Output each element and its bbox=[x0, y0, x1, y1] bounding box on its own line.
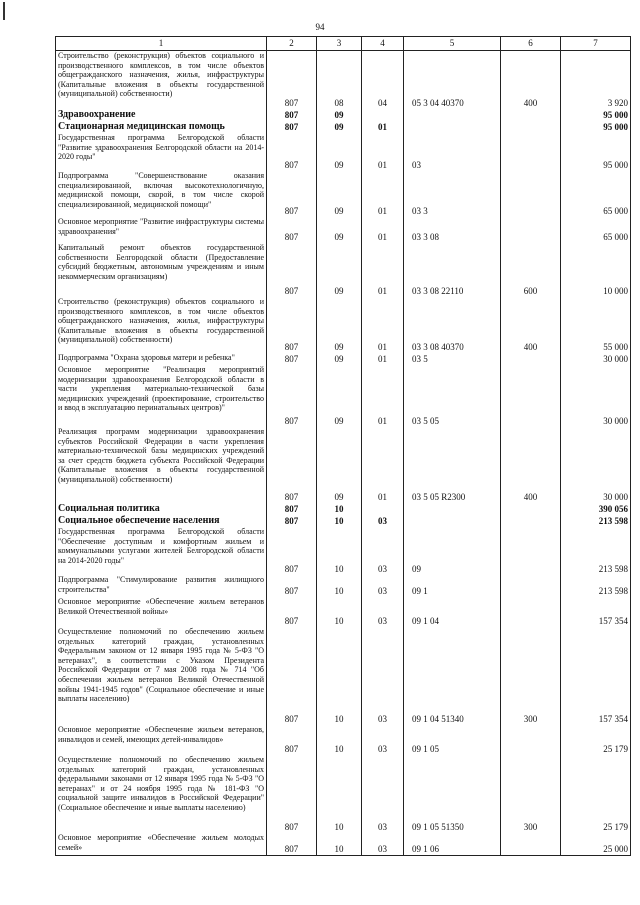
row-description: Осуществление полномочий по обеспечению жильем отдельных категорий граждан, установленных федеральными законами от 12 января 1995 года № 5-ФЗ "О ветеранах" и от 24 ноября 1995 года № 181-ФЗ "О социальной защите инвалидов в Российской Федерации" (Социальное обеспечение и иные выплаты населению) bbox=[56, 755, 267, 833]
amount: 95 000 bbox=[561, 109, 631, 121]
amount: 30 000 bbox=[561, 365, 631, 427]
expense-type-code: 400 bbox=[501, 427, 561, 503]
subsection-code: 03 bbox=[362, 597, 404, 627]
amount: 25 179 bbox=[561, 755, 631, 833]
subsection-code: 03 bbox=[362, 725, 404, 755]
target-article-code: 03 bbox=[404, 133, 501, 171]
target-article-code: 03 3 08 40370 bbox=[404, 297, 501, 353]
subsection-code: 03 bbox=[362, 575, 404, 597]
subsection-code: 01 bbox=[362, 217, 404, 243]
subsection-code: 03 bbox=[362, 515, 404, 527]
admin-code: 807 bbox=[267, 121, 317, 133]
table-row bbox=[56, 575, 631, 597]
table-row bbox=[56, 503, 631, 515]
admin-code: 807 bbox=[267, 597, 317, 627]
amount: 390 056 bbox=[561, 503, 631, 515]
target-article-code: 03 3 08 22110 bbox=[404, 243, 501, 297]
amount: 213 598 bbox=[561, 515, 631, 527]
section-code: 10 bbox=[317, 833, 362, 856]
target-article-code bbox=[404, 121, 501, 133]
section-code: 09 bbox=[317, 109, 362, 121]
column-header: 3 bbox=[317, 37, 362, 51]
row-description: Социальное обеспечение населения bbox=[56, 515, 267, 527]
expense-type-code bbox=[501, 217, 561, 243]
target-article-code: 03 3 bbox=[404, 171, 501, 217]
row-description: Государственная программа Белгородской области "Развитие здравоохранения Белгородской области на 2014-2020 годы" bbox=[56, 133, 267, 171]
target-article-code bbox=[404, 109, 501, 121]
subsection-code: 03 bbox=[362, 755, 404, 833]
expense-type-code: 300 bbox=[501, 627, 561, 725]
section-code: 09 bbox=[317, 243, 362, 297]
target-article-code: 05 3 04 40370 bbox=[404, 51, 501, 110]
expense-type-code bbox=[501, 833, 561, 856]
expense-type-code bbox=[501, 527, 561, 575]
amount: 30 000 bbox=[561, 353, 631, 365]
admin-code: 807 bbox=[267, 171, 317, 217]
expense-type-code bbox=[501, 515, 561, 527]
amount: 95 000 bbox=[561, 121, 631, 133]
amount: 25 000 bbox=[561, 833, 631, 856]
table-row bbox=[56, 109, 631, 121]
section-code: 09 bbox=[317, 297, 362, 353]
row-description: Основное мероприятие «Обеспечение жильем молодых семей» bbox=[56, 833, 267, 856]
expense-type-code bbox=[501, 575, 561, 597]
target-article-code bbox=[404, 515, 501, 527]
admin-code: 807 bbox=[267, 243, 317, 297]
admin-code: 807 bbox=[267, 353, 317, 365]
page-number: 94 bbox=[315, 22, 325, 32]
subsection-code: 01 bbox=[362, 427, 404, 503]
table-row bbox=[56, 133, 631, 171]
admin-code: 807 bbox=[267, 527, 317, 575]
subsection-code bbox=[362, 109, 404, 121]
target-article-code: 09 1 04 51340 bbox=[404, 627, 501, 725]
row-description: Подпрограмма "Охрана здоровья матери и ребенка" bbox=[56, 353, 267, 365]
row-description: Стационарная медицинская помощь bbox=[56, 121, 267, 133]
column-header: 2 bbox=[267, 37, 317, 51]
amount: 65 000 bbox=[561, 171, 631, 217]
column-header: 7 bbox=[561, 37, 631, 51]
row-description: Капитальный ремонт объектов государственной собственности Белгородской области (Предоставление субсидий бюджетным, автономным учреждениям и иным некоммерческим организациям) bbox=[56, 243, 267, 297]
table-row bbox=[56, 297, 631, 353]
table-row bbox=[56, 243, 631, 297]
target-article-code: 09 1 05 bbox=[404, 725, 501, 755]
admin-code: 807 bbox=[267, 427, 317, 503]
amount: 65 000 bbox=[561, 217, 631, 243]
subsection-code: 03 bbox=[362, 833, 404, 856]
column-header: 1 bbox=[56, 37, 267, 51]
section-code: 09 bbox=[317, 171, 362, 217]
section-code: 09 bbox=[317, 427, 362, 503]
expense-type-code bbox=[501, 503, 561, 515]
row-description: Строительство (реконструкция) объектов социального и производственного комплексов, в том числе объектов общегражданского назначения, жилья, инфраструктуры (Капитальные вложения в объекты государственной (муниципальной) собственности) bbox=[56, 51, 267, 110]
row-description: Подпрограмма "Совершенствование оказания специализированной, включая высокотехнологичную, медицинской помощи, скорой, в том числе скорой специализированной, медицинской помощи" bbox=[56, 171, 267, 217]
section-code: 09 bbox=[317, 365, 362, 427]
admin-code: 807 bbox=[267, 755, 317, 833]
table-row bbox=[56, 217, 631, 243]
table-row bbox=[56, 725, 631, 755]
subsection-code: 01 bbox=[362, 171, 404, 217]
admin-code: 807 bbox=[267, 503, 317, 515]
section-code: 10 bbox=[317, 575, 362, 597]
target-article-code: 03 3 08 bbox=[404, 217, 501, 243]
table-row bbox=[56, 51, 631, 110]
expense-type-code: 400 bbox=[501, 51, 561, 110]
section-code: 10 bbox=[317, 627, 362, 725]
subsection-code: 01 bbox=[362, 365, 404, 427]
subsection-code: 01 bbox=[362, 243, 404, 297]
table-header-row bbox=[56, 37, 631, 51]
table-row bbox=[56, 597, 631, 627]
table-row bbox=[56, 353, 631, 365]
target-article-code: 03 5 bbox=[404, 353, 501, 365]
expense-type-code bbox=[501, 121, 561, 133]
table-row bbox=[56, 171, 631, 217]
column-header: 5 bbox=[404, 37, 501, 51]
amount: 25 179 bbox=[561, 725, 631, 755]
subsection-code: 03 bbox=[362, 627, 404, 725]
expense-type-code bbox=[501, 133, 561, 171]
subsection-code: 01 bbox=[362, 121, 404, 133]
table-row bbox=[56, 833, 631, 856]
section-code: 10 bbox=[317, 725, 362, 755]
budget-table bbox=[55, 36, 631, 856]
table-row bbox=[56, 755, 631, 833]
table-row bbox=[56, 427, 631, 503]
expense-type-code bbox=[501, 109, 561, 121]
row-description: Основное мероприятие "Развитие инфраструктуры системы здравоохранения" bbox=[56, 217, 267, 243]
target-article-code: 09 1 05 51350 bbox=[404, 755, 501, 833]
scan-edge-mark bbox=[3, 2, 5, 20]
table-row bbox=[56, 527, 631, 575]
admin-code: 807 bbox=[267, 217, 317, 243]
target-article-code: 03 5 05 R2300 bbox=[404, 427, 501, 503]
row-description: Основное мероприятие «Обеспечение жильем ветеранов, инвалидов и семей, имеющих детей-инвалидов» bbox=[56, 725, 267, 755]
row-description: Основное мероприятие «Обеспечение жильем ветеранов Великой Отечественной войны» bbox=[56, 597, 267, 627]
admin-code: 807 bbox=[267, 627, 317, 725]
section-code: 10 bbox=[317, 527, 362, 575]
section-code: 09 bbox=[317, 217, 362, 243]
expense-type-code bbox=[501, 597, 561, 627]
section-code: 10 bbox=[317, 755, 362, 833]
target-article-code bbox=[404, 503, 501, 515]
amount: 213 598 bbox=[561, 527, 631, 575]
admin-code: 807 bbox=[267, 725, 317, 755]
amount: 55 000 bbox=[561, 297, 631, 353]
admin-code: 807 bbox=[267, 833, 317, 856]
expense-type-code: 400 bbox=[501, 297, 561, 353]
table-row bbox=[56, 121, 631, 133]
admin-code: 807 bbox=[267, 515, 317, 527]
target-article-code: 03 5 05 bbox=[404, 365, 501, 427]
section-code: 09 bbox=[317, 133, 362, 171]
amount: 30 000 bbox=[561, 427, 631, 503]
target-article-code: 09 bbox=[404, 527, 501, 575]
target-article-code: 09 1 06 bbox=[404, 833, 501, 856]
row-description: Подпрограмма "Стимулирование развития жилищного строительства" bbox=[56, 575, 267, 597]
section-code: 09 bbox=[317, 353, 362, 365]
admin-code: 807 bbox=[267, 109, 317, 121]
expense-type-code: 300 bbox=[501, 755, 561, 833]
admin-code: 807 bbox=[267, 133, 317, 171]
row-description: Государственная программа Белгородской области "Обеспечение доступным и комфортным жильем и коммунальными услугами жителей Белгородской области на 2014-2020 годы" bbox=[56, 527, 267, 575]
subsection-code: 01 bbox=[362, 297, 404, 353]
row-description: Осуществление полномочий по обеспечению жильем отдельных категорий граждан, установленных Федеральным законом от 12 января 1995 года № 5-ФЗ "О ветеранах", в соответствии с Указом Президента Российской Федерации от 7 мая 2008 года № 714 "Об обеспечении жильем ветеранов Великой Отечественной войны 1941-1945 годов" (Социальное обеспечение и иные выплаты населению) bbox=[56, 627, 267, 725]
row-description: Основное мероприятие "Реализация мероприятий модернизации здравоохранения Белгородской области в части укрепления материально-технической базы медицинских учреждений (проектирование, строительство и ввод в эксплуатацию перинатальных центров)" bbox=[56, 365, 267, 427]
subsection-code bbox=[362, 503, 404, 515]
expense-type-code bbox=[501, 365, 561, 427]
row-description: Социальная политика bbox=[56, 503, 267, 515]
section-code: 09 bbox=[317, 121, 362, 133]
amount: 157 354 bbox=[561, 597, 631, 627]
section-code: 10 bbox=[317, 503, 362, 515]
subsection-code: 04 bbox=[362, 51, 404, 110]
admin-code: 807 bbox=[267, 365, 317, 427]
column-header: 6 bbox=[501, 37, 561, 51]
target-article-code: 09 1 bbox=[404, 575, 501, 597]
target-article-code: 09 1 04 bbox=[404, 597, 501, 627]
section-code: 10 bbox=[317, 597, 362, 627]
subsection-code: 03 bbox=[362, 527, 404, 575]
expense-type-code bbox=[501, 171, 561, 217]
subsection-code: 01 bbox=[362, 133, 404, 171]
section-code: 10 bbox=[317, 515, 362, 527]
amount: 157 354 bbox=[561, 627, 631, 725]
expense-type-code bbox=[501, 725, 561, 755]
table-row bbox=[56, 627, 631, 725]
row-description: Здравоохранение bbox=[56, 109, 267, 121]
table-body bbox=[56, 51, 631, 856]
table-row bbox=[56, 515, 631, 527]
column-header: 4 bbox=[362, 37, 404, 51]
admin-code: 807 bbox=[267, 297, 317, 353]
admin-code: 807 bbox=[267, 51, 317, 110]
amount: 10 000 bbox=[561, 243, 631, 297]
subsection-code: 01 bbox=[362, 353, 404, 365]
expense-type-code bbox=[501, 353, 561, 365]
amount: 95 000 bbox=[561, 133, 631, 171]
amount: 213 598 bbox=[561, 575, 631, 597]
section-code: 08 bbox=[317, 51, 362, 110]
row-description: Реализация программ модернизации здравоохранения субъектов Российской Федерации в части укрепления материально-технической базы медицинских учреждений за счет средств бюджета субъекта Российской Федерации (Капитальные вложения в объекты государственной (муниципальной) собственности) bbox=[56, 427, 267, 503]
amount: 3 920 bbox=[561, 51, 631, 110]
admin-code: 807 bbox=[267, 575, 317, 597]
expense-type-code: 600 bbox=[501, 243, 561, 297]
row-description: Строительство (реконструкция) объектов социального и производственного комплексов, в том числе объектов общегражданского назначения, жилья, инфраструктуры (Капитальные вложения в объекты государственной (муниципальной) собственности) bbox=[56, 297, 267, 353]
table-row bbox=[56, 365, 631, 427]
